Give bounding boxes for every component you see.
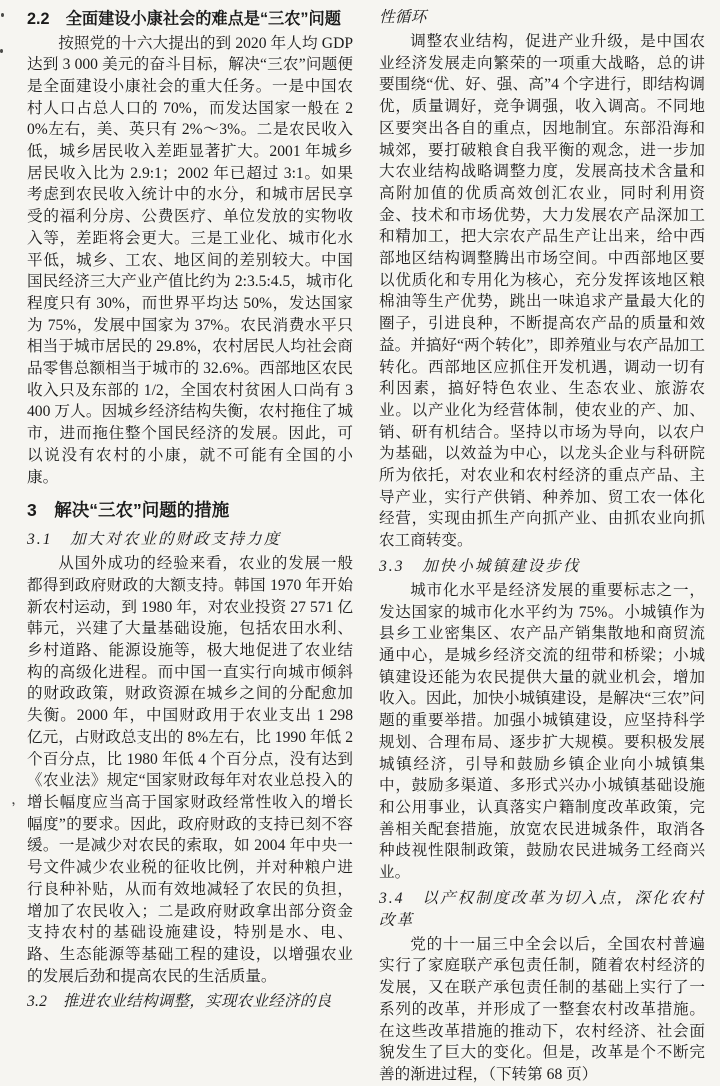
- heading-3-1: 3.1 加大对农业的财政支持力度: [27, 531, 282, 549]
- paragraph-3-1: 从国外成功的经验来看，农业的发展一般都得到政府财政的大额支持。韩国 1970 年开始新农村运动，到 1980 年，对农业投资 27 571 亿韩元，兴建了大量基础设施，包括农田水利、乡村道路、能源设施等，极大地促进了农业结构的高级化进程。而中国一直实行向城市倾斜的财政政策，财政资源在城乡之间的分配愈加失衡。2000 年，中国财政用于农业支出 1 298 亿元，占财政总支出的 8%左右，比 1990 年低 2 个百分点，比 1980 年低 4 个百分点，没有达到《农业法》规定“国家财政每年对农业总投入的增长幅度应当高于国家财政经常性收入的增长幅度”的要求。因此，政府财政的支持已刻不容缓。一是减少对农民的索取，如 2004 年中央一号文件减少农业税的征收比例，并对种粮户进行良种补贴，从而有效地减轻了农民的负担，增加了农民收入；二是政府财政拿出部分资金支持农村的基础设施建设，特别是水、电、路、生态能源等基础工程的建设，以增强农业的发展后劲和提高农民的生活质量。: [27, 555, 353, 985]
- left-column: [27, 7, 353, 1011]
- heading-2-2: 2.2 全面建设小康社会的难点是“三农”问题: [27, 10, 341, 28]
- paragraph-3-2: 调整农业结构，促进产业升级，是中国农业经济发展走向繁荣的一项重大战略，总的讲要围绕“优、好、强、高”4 个字进行，即结构调优，质量调好，竞争调强，收入调高。不同地区要突出各自的重点，因地制宜。东部沿海和城郊，要打破粮食自我平衡的观念，进一步加大农业结构战略调整力度，发展高技术含量和高附加值的优质高效创汇农业，同时利用资金、技术和市场优势，大力发展农产品深加工和精加工，把大宗农产品生产让出来，给中西部地区结构调整腾出市场空间。中西部地区要以优质化和专用化为核心，充分发挥该地区粮棉油等生产优势，跳出一味追求产量最大化的圈子，引进良种，不断提高农产品的质量和效益。并搞好“两个转化”，即养殖业与农产品加工转化。西部地区应抓住开发机遇，调动一切有利因素，搞好特色农业、生态农业、旅游农业。以产业化为经营体制，使农业的产、加、销、研有机结合。坚持以市场为导向，以农户为基础，以效益为中心，以龙头企业与科研院所为依托，对农业和农村经济的重点产品、主导产业，实行产供销、种养加、贸工农一体化经营，实现由抓生产向抓产业、由抓农业向抓农工商转变。: [379, 33, 705, 550]
- paragraph-2-2: 按照党的十六大提出的到 2020 年人均 GDP 达到 3 000 美元的奋斗目标，解决“三农”问题便是全面建设小康社会的重大任务。一是中国农村人口占总人口的 70%，而发达国家一般在 20%左右，美、英只有 2%～3%。二是农民收入低，城乡居民收入差距显著扩大。2001 年城乡居民收入比为 2.9:1；2002 年已超过 3:1。如果考虑到农民收入统计中的水分，和城市居民享受的福利分房、公费医疗、单位发放的实物收入等，差距将会更大。三是工业化、城市化水平低，城乡、工农、地区间的差别较大。中国国民经济三大产业产值比约为 2:3.5:4.5，城市化程度只有 30%，而世界平均达 50%，发达国家为 75%，发展中国家为 37%。农民消费水平只相当于城市居民的 29.8%，农村居民人均社会商品零售总额相当于城市的 32.6%。西部地区农民收入只及东部的 1/2，全国农村贫困人口尚有 3 400 万人。因城乡经济结构失衡，农村拖住了城市，进而拖住整个国民经济的发展。因此，可以说没有农村的小康，就不可能有全国的小康。: [27, 34, 353, 486]
- paragraph-3-3: 城市化水平是经济发展的重要标志之一，发达国家的城市化水平约为 75%。小城镇作为县乡工业密集区、农产品产销集散地和商贸流通中心，是城乡经济交流的纽带和桥梁；小城镇建设还能为农民提供大量的就业机会，增加收入。因此，加快小城镇建设，是解决“三农”问题的重要举措。加强小城镇建设，应坚持科学规划、合理布局、逐步扩大规模。要积极发展城镇经济，引导和鼓励乡镇企业向小城镇集中，鼓励多渠道、多形式兴办小城镇基础设施和公用事业，认真落实户籍制度改革政策，完善相关配套措施，放宽农民进城条件，取消各种歧视性限制政策，鼓励农民进城务工经商兴业。: [379, 581, 705, 882]
- heading-3-3: 3.3 加快小城镇建设步伐: [379, 557, 581, 575]
- continuation-note: （下转第 68 页）: [488, 1065, 598, 1083]
- paragraph-3-4-text: 党的十一届三中全会以后，全国农村普遍实行了家庭联产承包责任制，随着农村经济的发展，又在联产承包责任制的基础上实行了一系列的改革，并形成了一整套农村改革措施。在这些改革措施的推动下，农村经济、社会面貌发生了巨大的变化。但是，改革是个不断完善的渐进过程，: [379, 935, 705, 1083]
- heading-3-4: 3.4 以产权制度改革为切入点，深化农村改革: [379, 889, 705, 929]
- scan-artifact-mark: ’: [10, 799, 19, 817]
- heading-3-2-partial: 3.2 推进农业结构调整，实现农业经济的良: [27, 993, 332, 1011]
- paragraph-3-4: [379, 934, 705, 1086]
- scan-speck: [1, 13, 4, 17]
- scan-speck: [0, 49, 3, 53]
- heading-3: 3 解决“三农”问题的措施: [27, 500, 230, 521]
- right-column: [379, 7, 705, 1083]
- heading-3-2-continuation: 性循环: [379, 9, 427, 26]
